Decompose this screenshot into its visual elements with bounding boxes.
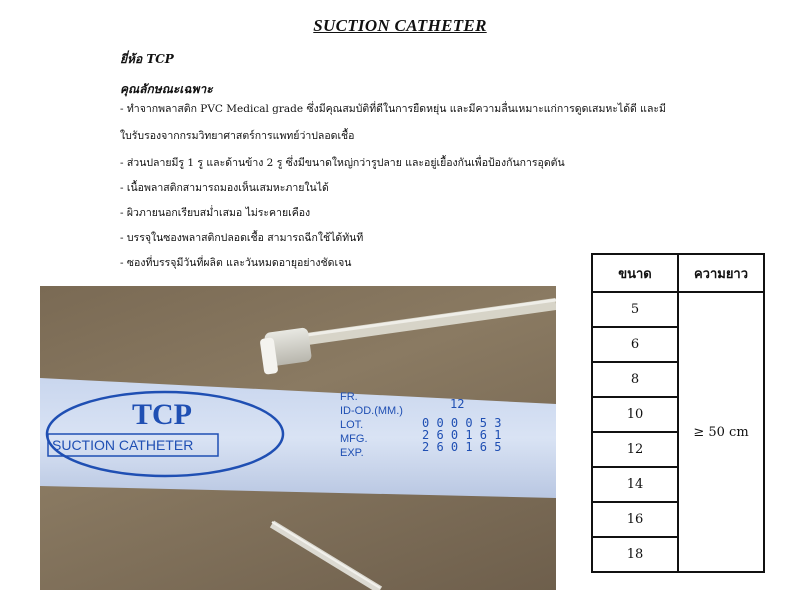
pouch-field: FR. [340, 391, 358, 403]
pouch-field: ID-OD.(MM.) [340, 405, 403, 417]
pouch-field: MFG. [340, 433, 368, 445]
product-photo [40, 286, 556, 590]
size-cell: 10 [592, 397, 678, 432]
size-cell: 18 [592, 537, 678, 572]
size-cell: 14 [592, 467, 678, 502]
pouch-value: 0 0 0 0 5 3 [422, 416, 502, 430]
header-length: ความยาว [678, 254, 764, 292]
product-photo-illustration [40, 286, 556, 590]
catheter-connector [260, 327, 313, 375]
table-header-row [592, 254, 764, 292]
size-table [591, 253, 765, 573]
pouch-value: 2 6 0 1 6 1 [422, 428, 502, 442]
catheter-tip [272, 524, 380, 590]
feature-line: - ซองที่บรรจุมีวันที่ผลิต และวันหมดอายุอย่างชัดเจน [120, 257, 352, 269]
feature-line: - ผิวภายนอกเรียบสม่ำเสมอ ไม่ระคายเคือง [120, 207, 311, 219]
pouch-label: SUCTION CATHETER [52, 437, 194, 453]
size-cell: 16 [592, 502, 678, 537]
pouch-field: EXP. [340, 447, 364, 459]
catheter-tube [300, 304, 556, 340]
brand-label: ยี่ห้อ TCP [120, 52, 174, 66]
table-row [592, 292, 764, 327]
pouch-value: 2 6 0 1 6 5 [422, 440, 502, 454]
features-heading: คุณลักษณะเฉพาะ [120, 82, 213, 96]
size-cell: 5 [592, 292, 678, 327]
header-size: ขนาด [592, 254, 678, 292]
size-cell: 8 [592, 362, 678, 397]
feature-line: - ส่วนปลายมีรู 1 รู และด้านข้าง 2 รู ซึ่งมีขนาดใหญ่กว่ารูปลาย และอยู่เยื้องกันเพื่อป้องกันการอุดตัน [120, 157, 565, 169]
page-title: SUCTION CATHETER [313, 16, 487, 35]
pouch-value: 12 [450, 397, 465, 411]
feature-line: - ทำจากพลาสติก PVC Medical grade ซึ่งมีคุณสมบัติที่ดีในการยืดหยุ่น และมีความลื่นเหมาะแก่การดูดเสมหะได้ดี และมี [120, 103, 666, 115]
pouch-field: LOT. [340, 419, 364, 431]
feature-line: - บรรจุในซองพลาสติกปลอดเชื้อ สามารถฉีกใช้ได้ทันที [120, 232, 364, 244]
logo-text: TCP [132, 398, 192, 431]
size-cell: 12 [592, 432, 678, 467]
size-cell: 6 [592, 327, 678, 362]
length-cell: ≥ 50 cm [678, 292, 764, 572]
feature-line: - เนื้อพลาสติกสามารถมองเห็นเสมหะภายในได้ [120, 182, 329, 194]
feature-line: ใบรับรองจากกรมวิทยาศาสตร์การแพทย์ว่าปลอดเชื้อ [120, 130, 355, 142]
